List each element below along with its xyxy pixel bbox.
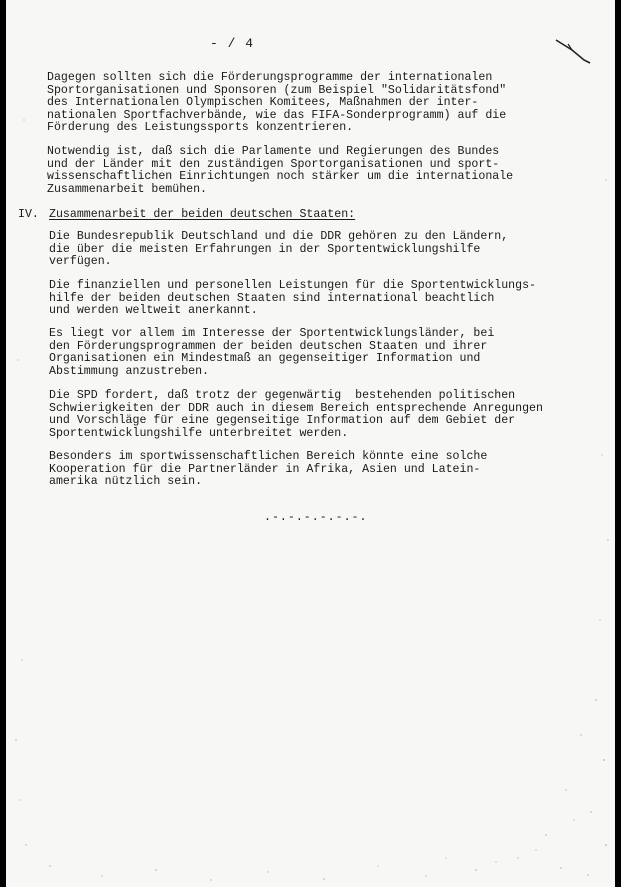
section-number: IV. [18, 208, 39, 221]
paragraph-parliaments: Notwendig ist, daß sich die Parlamente und Regierungen des Bundes und der Länder mit den zuständigen Sportorganisationen und sport- wissenschaftlichen Einrichtungen noch stärker um die internationale Zusammenarbeit bemühen. [47, 145, 514, 196]
paragraph-spd-demand: Die SPD fordert, daß trotz der gegenwärtig bestehenden politischen Schwierigkeiten der DDR auch in diesem Bereich entsprechende Anregungen und Vorschläge für eine gegenseitige Information auf dem Gebiet der Sportentwicklungshilfe unterbreitet werden. [49, 389, 543, 440]
section-title: Zusammenarbeit der beiden deutschen Staaten: [49, 208, 356, 221]
paragraph-interest: Es liegt vor allem im Interesse der Sportentwicklungsländer, bei den Förderungsprogrammen der beiden deutschen Staaten und ihrer Organisationen ein Mindestmaß an gegenseitiger Information und Abstimmung anzustreben. [49, 327, 495, 378]
page-number: - / 4 [210, 36, 255, 51]
paragraph-achievements: Die finanziellen und personellen Leistungen für die Sportentwicklungs- hilfe der beiden deutschen Staaten sind international beachtlich und werden weltweit anerkannt. [49, 279, 537, 318]
document-page [6, 0, 615, 887]
scan-noise [6, 0, 615, 887]
end-mark: .-.-.-.-.-.-. [264, 511, 368, 524]
scan-border-right [615, 0, 621, 887]
paragraph-experience: Die Bundesrepublik Deutschland und die DDR gehören zu den Ländern, die über die meisten Erfahrungen in der Sportentwicklungshilfe verfügen. [49, 230, 509, 269]
paragraph-sponsors: Dagegen sollten sich die Förderungsprogramme der internationalen Sportorganisationen und Sponsoren (zum Beispiel "Solidaritätsfond" des Internationalen Olympischen Komitees, Maßnahmen der inter- nationalen Sportfachverbände, wie das FIFA-Sonderprogramm) auf die Förderung des Leistungssports konzentrieren. [47, 71, 507, 135]
paragraph-cooperation: Besonders im sportwissenschaftlichen Bereich könnte eine solche Kooperation für die Partnerländer in Afrika, Asien und Latein- amerika nützlich sein. [49, 450, 488, 489]
